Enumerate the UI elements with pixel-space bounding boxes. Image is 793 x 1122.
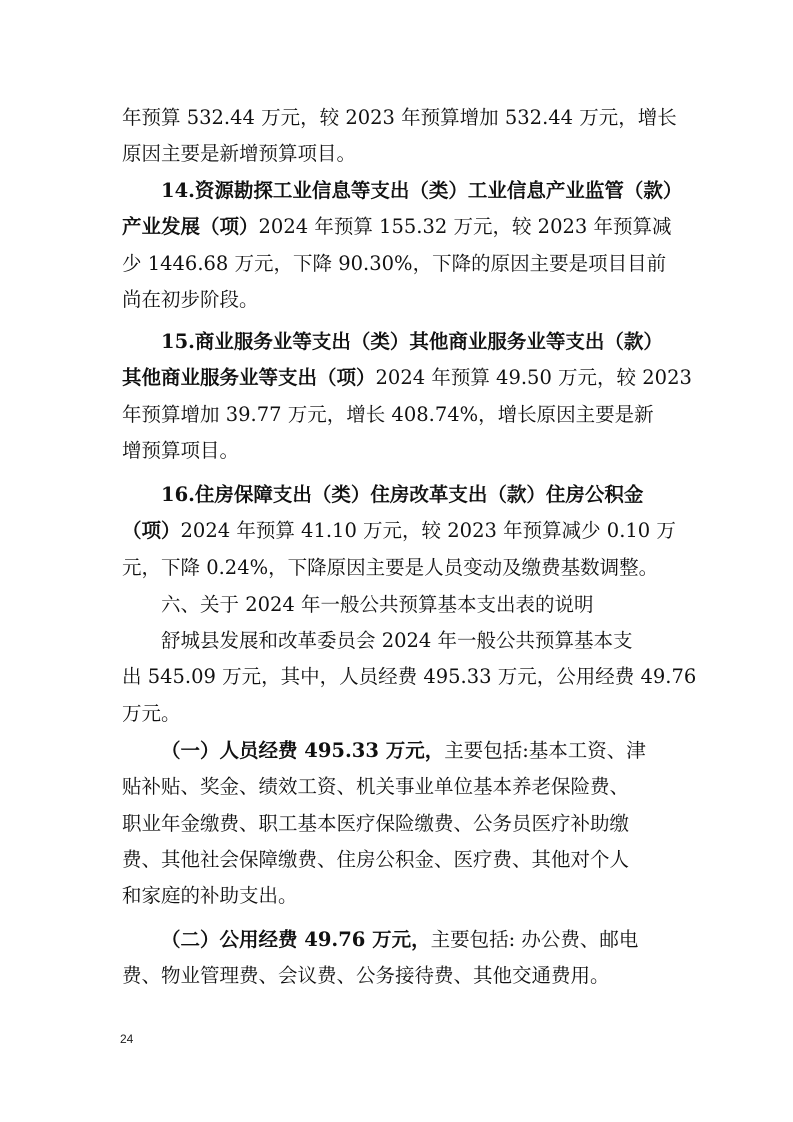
text-line [122,324,677,360]
text-line [122,587,677,623]
text-line [122,878,677,914]
text-run: 少 1446.68 万元，下降 90.30%，下降的原因主要是项目目前 [122,251,667,275]
text-run: 年预算 532.44 万元，较 2023 年预算增加 532.44 万元，增长 [122,106,677,129]
bold-heading-run: 产业发展（项） [122,215,259,239]
text-line [122,360,692,396]
section-heading-6 [122,587,677,623]
text-run: 元，下降 0.24%，下降原因主要是人员变动及缴费基数调整。 [122,555,659,579]
text-run: 2024 年预算 155.32 万元，较 2023 年预算减 [258,215,672,239]
bold-heading-run: （项） [122,519,181,543]
paragraph-item-16 [122,477,677,586]
text-line [122,100,677,136]
text-line [122,173,683,209]
text-line [122,922,677,958]
text-run: 2024 年预算 41.10 万元，较 2023 年预算减少 0.10 万 [180,519,676,543]
text-line [122,623,677,659]
text-line [122,842,677,878]
paragraph-basic-expenditure-summary [122,623,697,732]
page-number: 24 [120,1032,134,1046]
text-run: 职业年金缴费、职工基本医疗保险缴费、公务员医疗补助缴 [122,811,630,835]
text-run: 贴补贴、奖金、绩效工资、机关事业单位基本养老保险费、 [122,775,630,799]
paragraph-item-14 [122,173,683,318]
text-run: 和家庭的补助支出。 [122,884,298,908]
text-run: 主要包括:基本工资、津 [444,739,646,762]
text-line [122,659,697,695]
text-run: 增预算项目。 [122,438,240,462]
text-line [122,806,677,842]
paragraph-personnel-expenses [122,733,677,914]
text-run: 主要包括: 办公费、邮电 [430,928,639,951]
text-line [122,550,677,586]
text-run: 年预算增加 39.77 万元，增长 408.74%，增长原因主要是新 [122,402,654,426]
text-line [122,209,677,245]
text-line [122,733,677,769]
text-run: 2024 年预算 49.50 万元，较 2023 [375,366,692,390]
bold-heading-run: 16.住房保障支出（类）住房改革支出（款）住房公积金 [161,483,644,506]
text-line [122,769,677,805]
bold-heading-run: （二）公用经费 49.76 万元， [161,928,431,951]
text-line [122,958,677,994]
text-line [122,246,677,282]
text-run: 费、其他社会保障缴费、住房公积金、医疗费、其他对个人 [122,847,630,871]
bold-heading-run: 其他商业服务业等支出（项） [122,366,376,390]
paragraph-item13-continuation [122,100,677,173]
text-line [122,696,677,732]
text-line [122,136,677,172]
text-run: 出 545.09 万元，其中，人员经费 495.33 万元，公用经费 49.76 [122,665,697,689]
text-run: 原因主要是新增预算项目。 [122,142,357,166]
bold-heading-run: 14.资源勘探工业信息等支出（类）工业信息产业监管（款） [161,179,683,202]
text-line [122,513,677,549]
paragraph-item-15 [122,324,692,469]
bold-heading-run: （一）人员经费 495.33 万元， [161,739,445,762]
text-line [122,433,677,469]
text-run: 万元。 [122,701,181,725]
text-line [122,282,677,318]
text-line [122,397,677,433]
bold-heading-run: 15.商业服务业等支出（类）其他商业服务业等支出（款） [161,330,663,353]
text-run: 尚在初步阶段。 [122,287,259,311]
text-run: 舒城县发展和改革委员会 2024 年一般公共预算基本支 [161,629,633,652]
text-line [122,477,677,513]
paragraph-public-expenses [122,922,677,995]
heading-text: 六、关于 2024 年一般公共预算基本支出表的说明 [161,593,594,616]
text-run: 费、物业管理费、会议费、公务接待费、其他交通费用。 [122,964,610,988]
